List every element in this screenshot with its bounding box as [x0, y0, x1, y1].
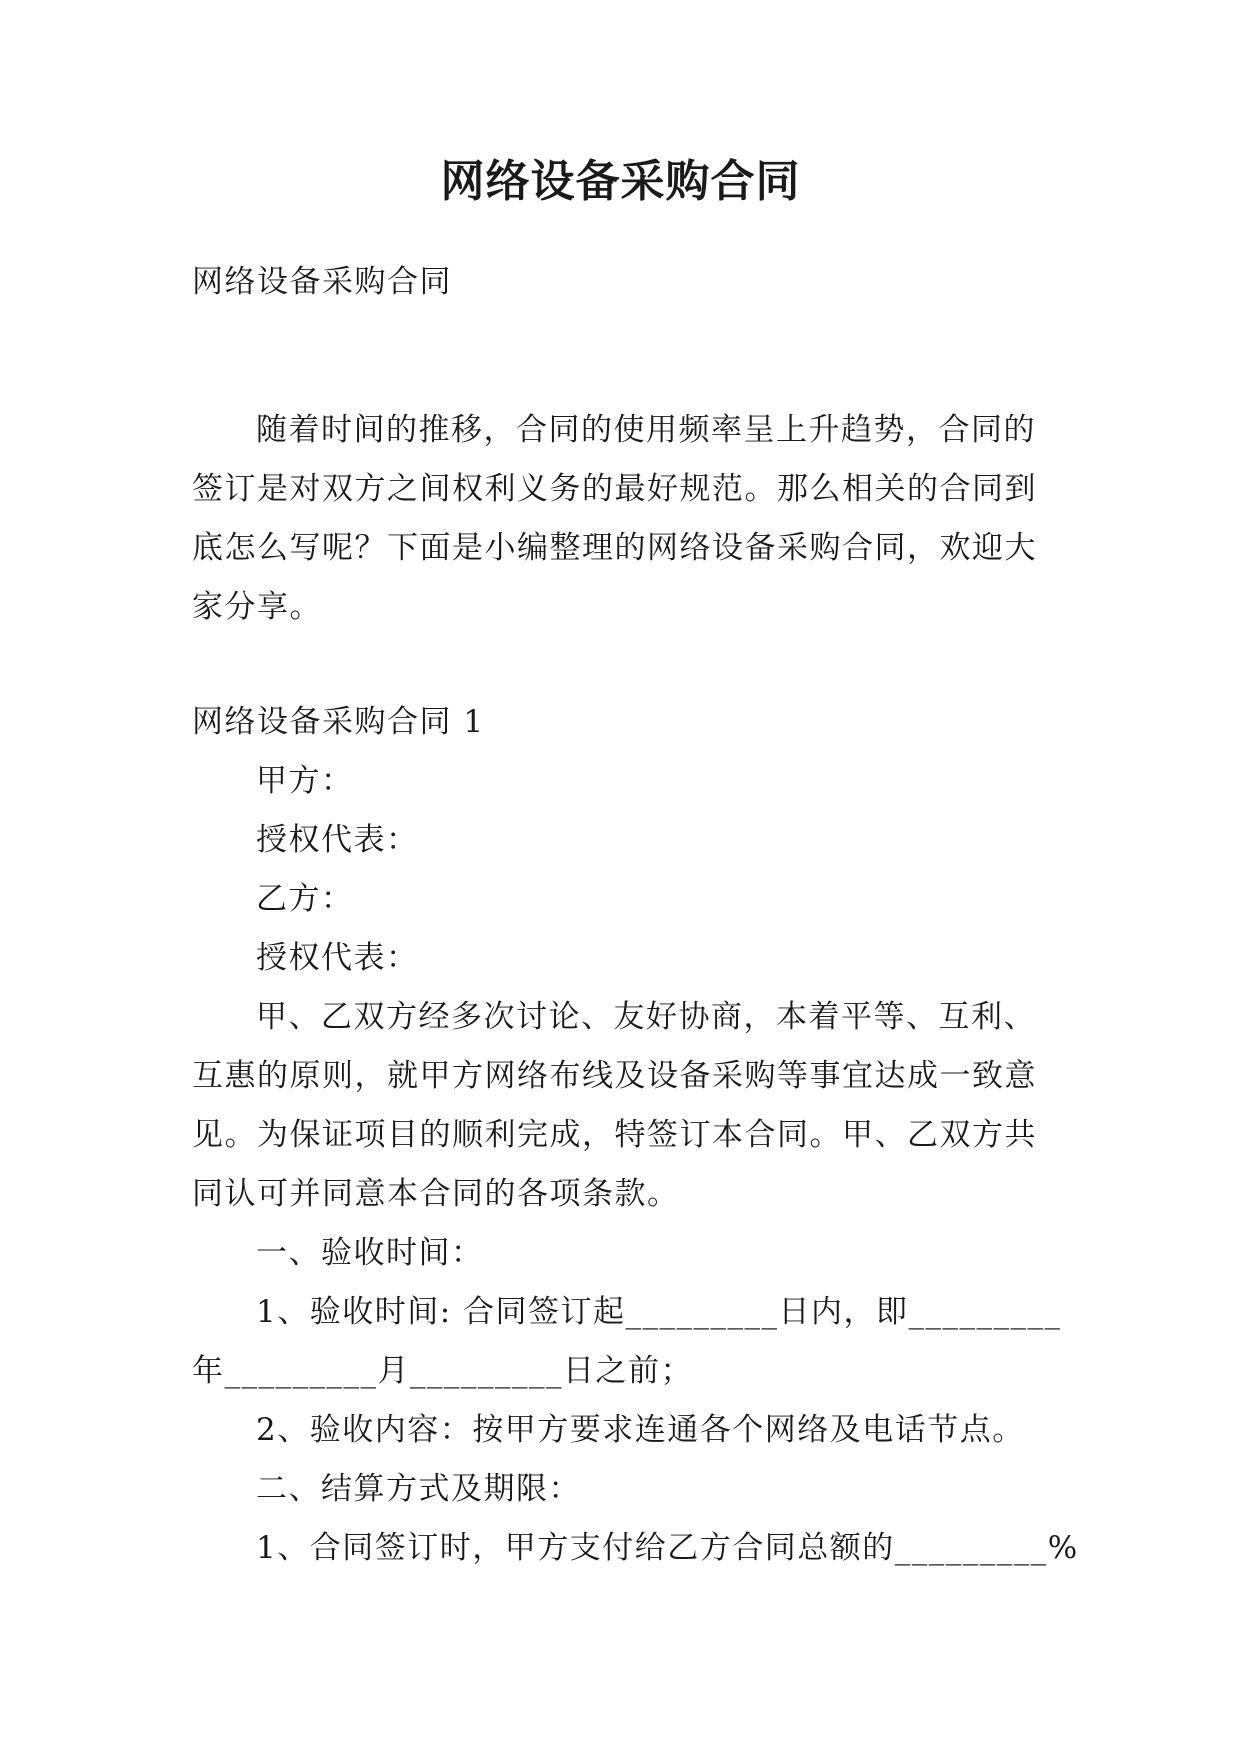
section-2-heading: 二、结算方式及期限： — [256, 1471, 581, 1507]
subtitle-line: 网络设备采购合同 — [192, 264, 452, 300]
party-a-label: 甲方： — [256, 763, 354, 799]
clause-1-2: 2、验收内容：按甲方要求连通各个网络及电话节点。 — [256, 1412, 1025, 1448]
section-1-heading: 一、验收时间： — [256, 1235, 484, 1271]
intro-line-3: 底怎么写呢？下面是小编整理的网络设备采购合同，欢迎大 — [192, 530, 1037, 566]
clause-1-1-line-2: 年_________月_________日之前； — [192, 1353, 693, 1389]
clause-1-1-line-1: 1、验收时间: 合同签订起_________日内，即_________ — [256, 1294, 1062, 1330]
party-b-label: 乙方： — [256, 881, 354, 917]
intro-line-2: 签订是对双方之间权利义务的最好规范。那么相关的合同到 — [192, 471, 1037, 507]
contract-heading: 网络设备采购合同 1 — [192, 704, 485, 740]
intro-line-1: 随着时间的推移，合同的使用频率呈上升趋势，合同的 — [256, 412, 1036, 448]
document-title: 网络设备采购合同 — [440, 156, 801, 207]
clause-2-1: 1、合同签订时，甲方支付给乙方合同总额的_________% — [256, 1530, 1079, 1566]
party-a-representative-label: 授权代表： — [256, 822, 419, 858]
preamble-line-2: 互惠的原则，就甲方网络布线及设备采购等事宜达成一致意 — [192, 1058, 1037, 1094]
preamble-line-3: 见。为保证项目的顺利完成，特签订本合同。甲、乙双方共 — [192, 1117, 1037, 1153]
intro-line-4: 家分享。 — [192, 589, 322, 625]
preamble-line-1: 甲、乙双方经多次讨论、友好协商，本着平等、互利、 — [256, 999, 1036, 1035]
preamble-line-4: 同认可并同意本合同的各项条款。 — [192, 1176, 680, 1212]
party-b-representative-label: 授权代表： — [256, 940, 419, 976]
